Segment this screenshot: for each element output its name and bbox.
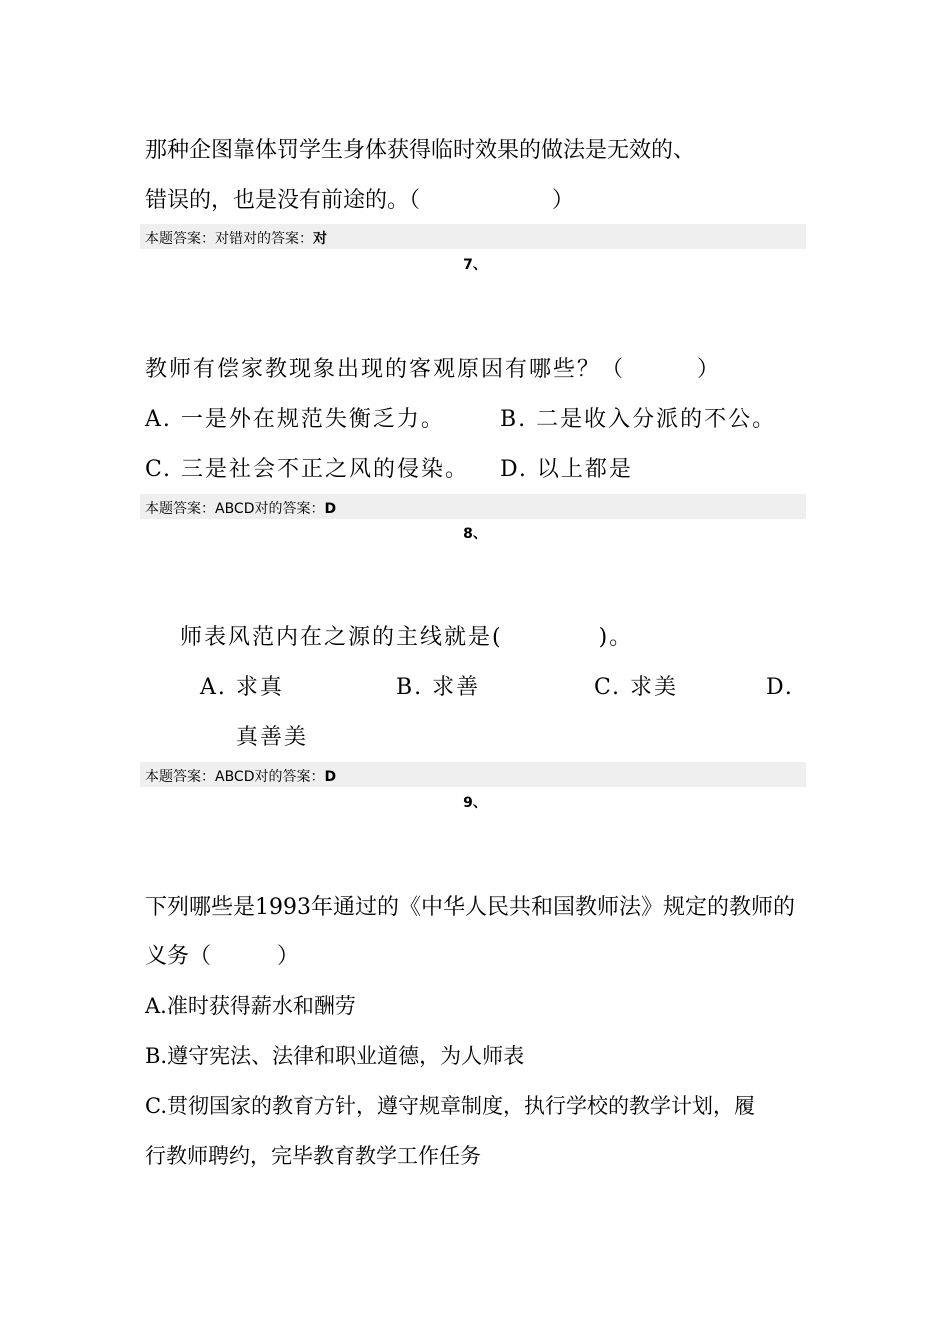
q6-text-line-2: 错误的，也是没有前途的。（ ） [145, 188, 575, 213]
q6-answer-bar [140, 224, 806, 249]
q7-option-a: A. 一是外在规范失衡乏力。 [145, 407, 445, 432]
q8-option-b: B. 求善 [396, 675, 481, 700]
q7-answer-bar [140, 494, 806, 519]
q8-answer-label: 本题答案：ABCD对的答案： [145, 769, 325, 785]
q7-number: 7、 [463, 257, 487, 273]
q8-option-d-text: 真善美 [236, 725, 309, 750]
q9-option-b: B.遵守宪法、法律和职业道德，为人师表 [145, 1044, 525, 1068]
q7-option-d: D. 以上都是 [500, 457, 633, 482]
q6-text-line-1: 那种企图靠体罚学生身体获得临时效果的做法是无效的、 [145, 138, 696, 163]
q8-number: 8、 [463, 526, 487, 542]
q9-text-line-2: 义务（ ） [145, 944, 300, 969]
q9-text-line-1: 下列哪些是1993年通过的《中华人民共和国教师法》规定的教师的 [145, 895, 795, 920]
q8-option-d: D. [766, 675, 794, 700]
q7-question: 教师有偿家教现象出现的客观原因有哪些？（ ） [145, 357, 722, 382]
q9-option-c-line-1: C.贯彻国家的教育方针，遵守规章制度，执行学校的教学计划，履 [145, 1094, 755, 1118]
q9-option-c-line-2: 行教师聘约，完毕教育教学工作任务 [145, 1144, 481, 1168]
q8-question: 师表风范内在之源的主线就是( )。 [180, 625, 634, 650]
q8-answer-value: D [324, 769, 337, 785]
q7-answer-value: D [324, 501, 337, 517]
q8-answer-bar [140, 762, 806, 787]
q7-option-b: B. 二是收入分派的不公。 [500, 407, 777, 432]
q9-number: 9、 [463, 795, 487, 811]
q8-option-c: C. 求美 [594, 675, 679, 700]
q9-option-a: A.准时获得薪水和酬劳 [145, 994, 356, 1018]
q7-option-c: C. 三是社会不正之风的侵染。 [145, 457, 470, 482]
q8-option-a: A. 求真 [200, 675, 284, 700]
q6-answer-label: 本题答案：对错对的答案： [145, 231, 313, 247]
q7-answer-label: 本题答案：ABCD对的答案： [145, 501, 325, 517]
q6-answer-value: 对 [313, 231, 327, 247]
